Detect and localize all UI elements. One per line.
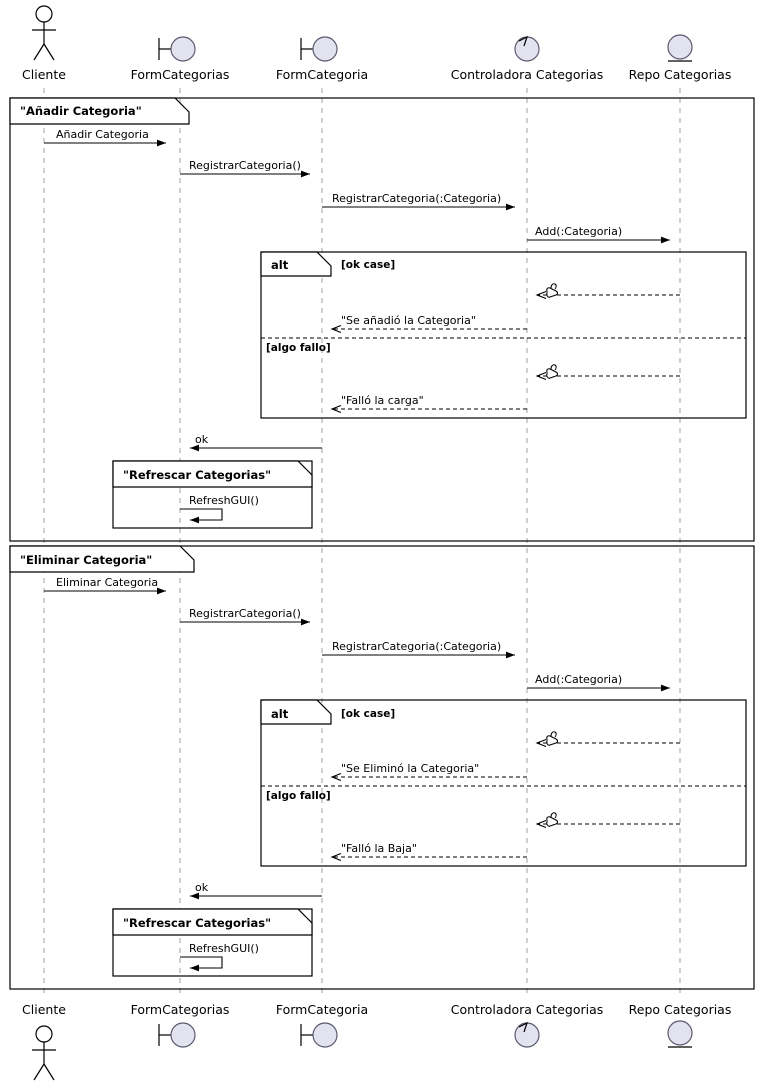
message-label-anadir-categoria: Añadir Categoria bbox=[56, 128, 149, 141]
lifeline-label-formcategorias: FormCategorias bbox=[130, 67, 230, 82]
alt-guard-fail-1: [algo fallo] bbox=[266, 342, 331, 354]
lifeline-label-repo: Repo Categorias bbox=[628, 67, 732, 82]
message-label-fallo-carga: "Falló la carga" bbox=[341, 394, 424, 407]
lifeline-label-cliente: Cliente bbox=[22, 67, 66, 82]
message-label-ok-2: ok bbox=[195, 881, 209, 894]
lifeline-foot-label-cliente: Cliente bbox=[22, 1002, 66, 1017]
lifeline-foot-label-repo: Repo Categorias bbox=[628, 1002, 732, 1017]
message-label-registrar-param-2: RegistrarCategoria(:Categoria) bbox=[332, 640, 502, 653]
message-label-registrar-1: RegistrarCategoria() bbox=[189, 159, 301, 172]
fragment-title-refrescar-2: "Refrescar Categorias" bbox=[123, 916, 272, 930]
message-label-registrar-2: RegistrarCategoria() bbox=[189, 607, 301, 620]
fragment-title-eliminar: "Eliminar Categoria" bbox=[20, 553, 153, 567]
lifeline-foot-label-formcategoria: FormCategoria bbox=[275, 1002, 369, 1017]
alt-guard-ok-1: [ok case] bbox=[341, 259, 396, 271]
alt-keyword-1: alt bbox=[271, 258, 289, 272]
lifeline-foot-label-controladora: Controladora Categorias bbox=[450, 1002, 604, 1017]
message-label-add-2: Add(:Categoria) bbox=[535, 673, 623, 686]
fragment-title-refrescar-1: "Refrescar Categorias" bbox=[123, 468, 272, 482]
message-label-ok-anadio: "Se añadió la Categoria" bbox=[341, 314, 476, 327]
message-label-refresh-2: RefreshGUI() bbox=[189, 942, 259, 955]
message-label-refresh-1: RefreshGUI() bbox=[189, 494, 259, 507]
message-label-registrar-param-1: RegistrarCategoria(:Categoria) bbox=[332, 192, 502, 205]
message-label-eliminar-categoria: Eliminar Categoria bbox=[56, 576, 159, 589]
message-label-ok-1: ok bbox=[195, 433, 209, 446]
alt-keyword-2: alt bbox=[271, 707, 289, 721]
lifeline-foot-label-formcategorias: FormCategorias bbox=[130, 1002, 230, 1017]
message-label-fallo-baja: "Falló la Baja" bbox=[341, 842, 417, 855]
lifeline-label-controladora: Controladora Categorias bbox=[450, 67, 604, 82]
message-label-add-1: Add(:Categoria) bbox=[535, 225, 623, 238]
message-label-ok-elimino: "Se Eliminó la Categoria" bbox=[341, 762, 480, 775]
alt-guard-ok-2: [ok case] bbox=[341, 708, 396, 720]
alt-guard-fail-2: [algo fallo] bbox=[266, 790, 331, 802]
lifeline-label-formcategoria: FormCategoria bbox=[275, 67, 369, 82]
fragment-title-anadir: "Añadir Categoria" bbox=[20, 104, 142, 118]
